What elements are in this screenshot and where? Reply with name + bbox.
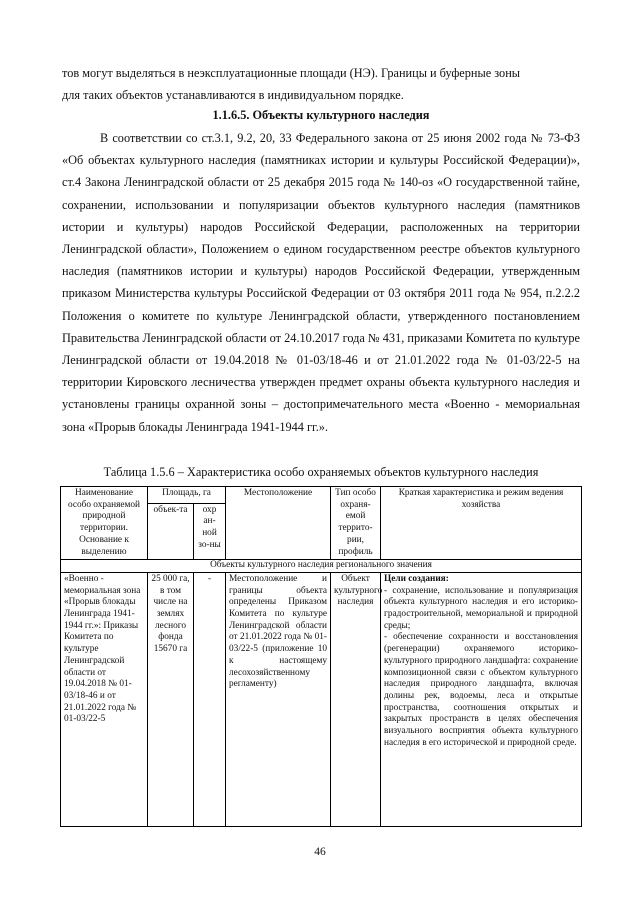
intro-line-1: тов могут выделяться в неэксплуатационные площади (НЭ). Границы и буферные зоны [62, 66, 521, 80]
header-name: Наименование особо охраняемой природной территории. Основание к выделению [61, 487, 148, 560]
cell-area-zone: - [194, 572, 226, 826]
header-area-object: объек-та [148, 503, 194, 560]
page-number: 46 [314, 846, 326, 858]
cell-description [381, 572, 582, 826]
header-location: Местоположение [226, 487, 331, 560]
cell-name: «Военно - мемориальная зона «Прорыв блокады Ленинграда 1941-1944 гг.»: Приказы Комитета по культуре Ленинградской области от 19.04.2018 № 01-03/18-46 и от 21.01.2022 года № 01-03/22-5 [61, 572, 148, 826]
desc-title: Цели создания: [384, 573, 449, 584]
cell-location: Местоположение и границы объекта определены Приказом Комитета по культуре Ленинградской области от 21.01.2022 года № 01-03/22-5 (приложение 10 к настоящему лесохозяйственному регламенту) [226, 572, 331, 826]
section-heading: 1.1.6.5. Объекты культурного наследия [212, 108, 430, 122]
header-area-zone: охр ан-ной зо-ны [194, 503, 226, 560]
cell-type: Объект культурного наследия [331, 572, 381, 826]
heritage-table [60, 486, 582, 827]
intro-line-2: для таких объектов устанавливаются в индивидуальном порядке. [62, 88, 404, 103]
desc-item-2: - обеспечение сохранности и восстановления (регенерации) охраняемого историко-культурного природного ландшафта: сохранение композиционной связи с объектом культурного наследия природного ландшафта, включая долины рек, водоемы, леса и открытые пространства, соотношения открытых и закрытых пространств в целях обеспечения визуального восприятия объекта культурного наследия в его исторической и природной среде. [384, 632, 579, 748]
header-type: Тип особо охраня-емой террито-рии, профиль [331, 487, 381, 560]
intro-paragraph [62, 62, 580, 106]
desc-item-1: - сохранение, использование и популяризация объекта культурного наследия и его историко-градостроительной, мемориальной и природной среды; [384, 585, 579, 631]
table-caption: Таблица 1.5.6 – Характеристика особо охраняемых объектов культурного наследия [103, 465, 539, 479]
header-area: Площадь, га [148, 487, 226, 504]
main-paragraph: В соответствии со ст.3.1, 9.2, 20, 33 Федерального закона от 25 июня 2002 года № 73-ФЗ «Об объектах культурного наследия (памятниках истории и культуры Российской Федерации)», ст.4 Закона Ленинградской области от 25 декабря 2015 года № 140-оз «О государственной тайне, сохранении, использовании и популяризации объектов культурного наследия (памятников истории и культуры) народов Российской Федерации, расположенных на территории Ленинградской области», Положением о едином государственном реестре объектов культурного наследия (памятников истории и культуры) народов Российской Федерации, утвержденным приказом Министерства культуры Российской Федерации от 03 октября 2011 года № 954, п.2.2.2 Положения о комитете по культуре Ленинградской области, утвержденного постановлением Правительства Ленинградской области от 24.10.2017 года № 431, приказами Комитета по культуре Ленинградской области от 19.04.2018 № 01-03/18-46 и от 21.01.2022 года № 01-03/22-5 на территории Кировского лесничества утвержден предмет охраны объекта культурного наследия и установлены границы охранной зоны – достопримечательного места «Военно - мемориальная зона «Прорыв блокады Ленинграда 1941-1944 гг.». [62, 131, 580, 434]
header-description: Краткая характеристика и режим ведения хозяйства [381, 487, 582, 560]
table-section-title: Объекты культурного наследия регионального значения [61, 560, 582, 573]
cell-area-object: 25 000 га, в том числе на землях лесного фонда 15670 га [148, 572, 194, 826]
